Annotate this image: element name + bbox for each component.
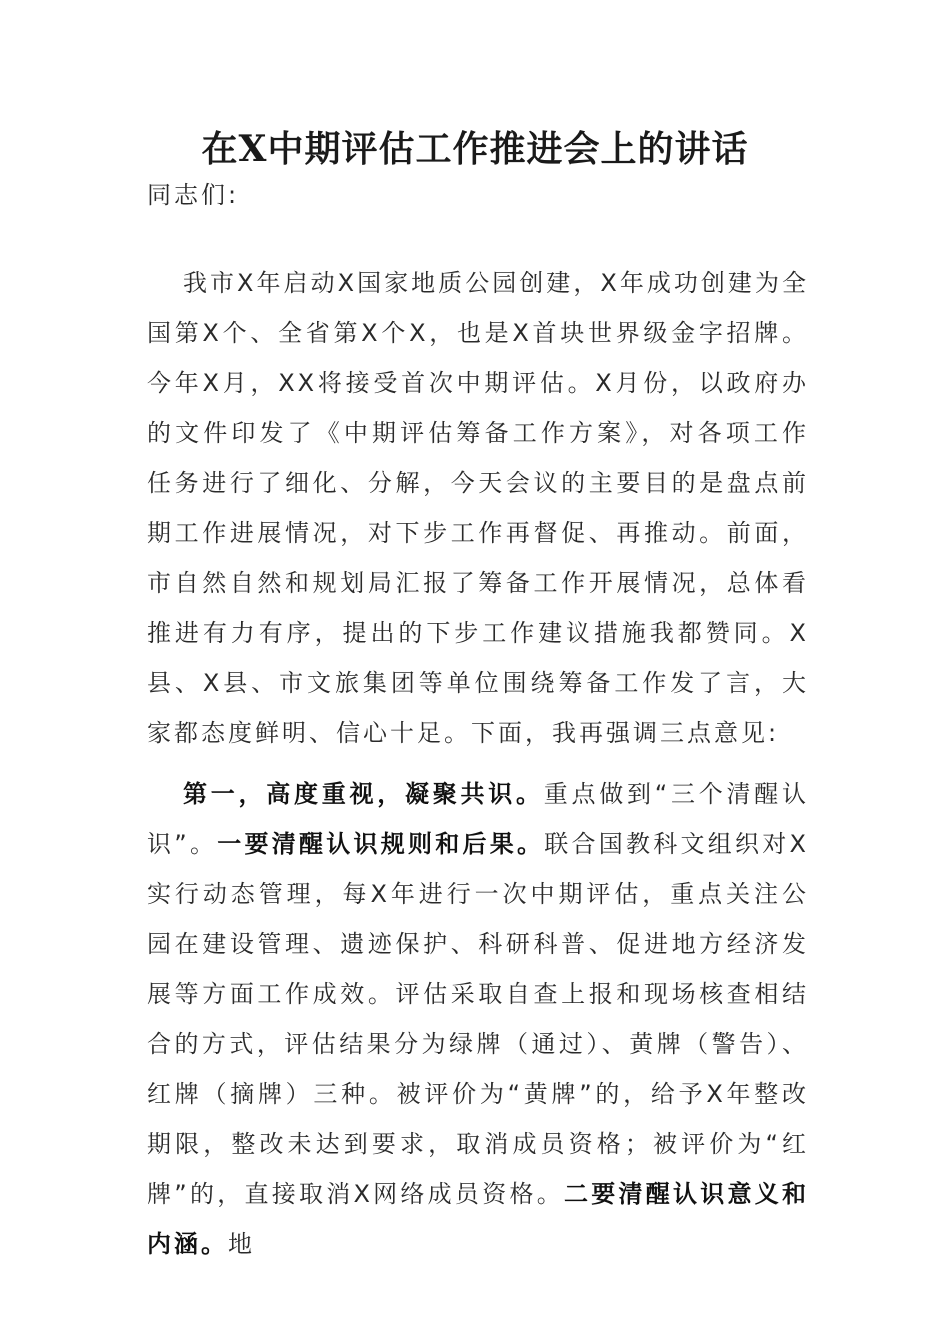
paragraph-first-point xyxy=(147,769,809,1269)
salutation: 同志们: xyxy=(147,181,240,209)
section-intro: 重点做到“三个清醒认识”。 xyxy=(147,780,810,858)
section-heading: 第一，高度重视，凝聚共识。 xyxy=(183,780,544,808)
document-title: 在X中期评估工作推进会上的讲话 xyxy=(201,128,749,170)
paragraph-intro: 我市X年启动X国家地质公园创建，X年成功创建为全国第X个、全省第X个X，也是X首块世界级金字招牌。今年X月，XX将接受首次中期评估。X月份，以政府办的文件印发了《中期评估筹备工作方案》，对各项工作任务进行了细化、分解，今天会议的主要目的是盘点前期工作进展情况，对下步工作再督促、再推动。前面，市自然自然和规划局汇报了筹备工作开展情况，总体看推进有力有序，提出的下步工作建议措施我都赞同。X县、X县、市文旅集团等单位围绕筹备工作发了言，大家都态度鲜明、信心十足。下面，我再强调三点意见: xyxy=(147,269,809,747)
point1-heading: 一要清醒认识规则和后果。 xyxy=(217,830,545,858)
point1-text: 联合国教科文组织对X实行动态管理，每X年进行一次中期评估，重点关注公园在建设管理、遗迹保护、科研科普、促进地方经济发展等方面工作成效。评估采取自查上报和现场核查相结合的方式，评估结果分为绿牌（通过）、黄牌（警告）、红牌（摘牌）三种。被评价为“黄牌”的，给予X年整改期限，整改未达到要求，取消成员资格；被评价为“红牌”的，直接取消X网络成员资格。 xyxy=(147,830,809,1208)
point2-text: 地 xyxy=(228,1230,255,1258)
point2-heading: 二要清醒认识意义和内涵。 xyxy=(147,1180,810,1258)
